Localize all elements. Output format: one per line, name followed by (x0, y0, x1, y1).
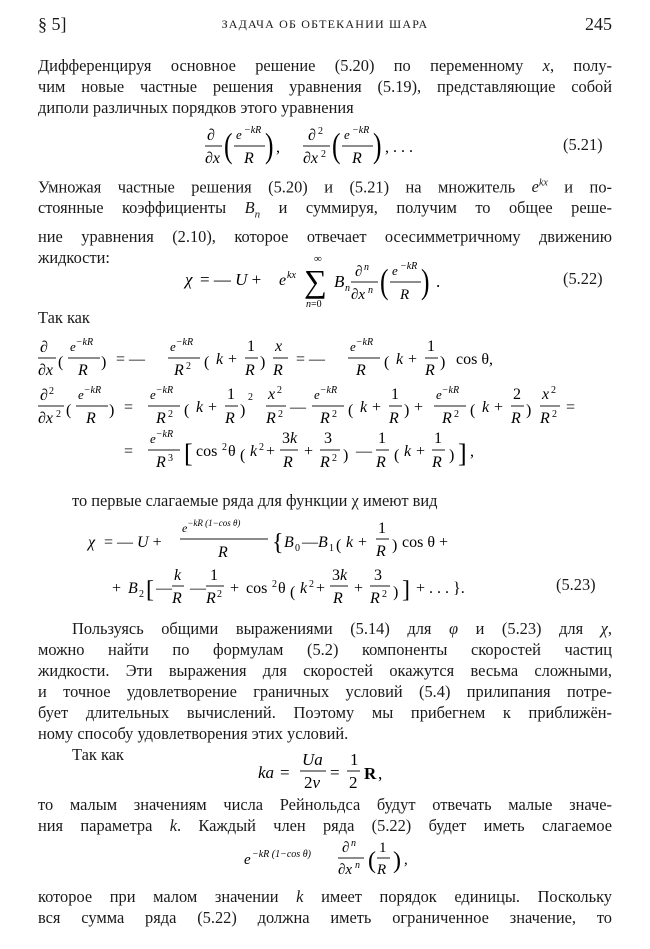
svg-text:R: R (273, 362, 283, 379)
svg-text:k: k (196, 399, 204, 416)
paragraph-since (38, 307, 612, 328)
svg-text:e−kR: $e^{-kR}$ (170, 337, 194, 354)
section-marker: § 5] (38, 14, 67, 34)
equation-5-21 (0, 122, 650, 172)
svg-text:R: R (283, 454, 293, 471)
svg-text:R: R (86, 410, 96, 427)
equation-number: (5.21) (563, 135, 603, 154)
svg-text:): ) (260, 354, 266, 371)
text-line: стоянные коэффициенты $B_n$ и суммируя, получим то общее реше- (38, 198, 612, 221)
svg-text:): ) (421, 262, 430, 302)
svg-text:(: ( (470, 402, 476, 419)
svg-text:R: R (389, 410, 399, 427)
svg-text:1: 1 (329, 543, 334, 554)
equation-5-22 (0, 252, 650, 310)
svg-text:n: n (355, 860, 360, 871)
svg-text:R: R (225, 410, 235, 427)
svg-text:1: 1 (378, 430, 386, 447)
svg-text:—: — (290, 399, 306, 416)
text-line: ному способу удовлетворения этих условий. (38, 724, 349, 743)
svg-text:χ: χ (88, 534, 96, 551)
svg-text:+: + (112, 580, 122, 597)
svg-text:R: R (266, 410, 276, 427)
svg-text:2: 2 (277, 385, 282, 396)
svg-text:∂: ∂ (355, 264, 363, 280)
svg-text:= — U +: = — U + (200, 270, 262, 289)
equation-term (0, 836, 650, 884)
svg-text:1: 1 (378, 520, 386, 537)
svg-text:]: ] (402, 577, 410, 603)
svg-text:): ) (440, 354, 446, 371)
svg-text:∂: ∂ (342, 840, 350, 856)
equation-derivatives (0, 332, 650, 482)
svg-text:—: — (302, 534, 318, 551)
svg-text:x: x (275, 338, 283, 355)
svg-text:): ) (373, 126, 382, 166)
paragraph-first-terms (38, 490, 612, 511)
svg-text:χ: χ (185, 270, 193, 289)
svg-text:—: — (190, 580, 206, 597)
svg-text:(: ( (368, 848, 376, 874)
svg-text:∂: ∂ (40, 387, 48, 404)
text-line: вся сумма ряда (5.22) должна иметь ограниченное значение, то (38, 908, 612, 927)
svg-text:R: R (245, 362, 255, 379)
svg-text:(: ( (332, 126, 341, 166)
svg-text:(: ( (394, 447, 400, 464)
svg-text:2: 2 (272, 579, 277, 590)
svg-text:R: R (511, 410, 521, 427)
equation-5-23 (0, 515, 650, 615)
text-line: можно найти по формулам (5.2) компоненты скоростей частиц (38, 640, 612, 659)
svg-text:=: = (280, 763, 290, 782)
svg-text:2: 2 (513, 386, 521, 403)
text-line: Дифференцируя основное решение (5.20) по переменному x, полу- (38, 56, 613, 75)
svg-text:n=0: n=0 (306, 299, 322, 310)
svg-text:R: R (156, 410, 166, 427)
svg-text:—: — (156, 580, 172, 597)
page-number: 245 (585, 14, 612, 34)
svg-text:): ) (265, 126, 274, 166)
svg-text:): ) (449, 447, 455, 464)
svg-text:+: + (414, 399, 424, 416)
svg-text:1: 1 (434, 430, 442, 447)
svg-text:∞: ∞ (314, 253, 322, 265)
svg-text:): ) (240, 402, 246, 419)
svg-text:∂: ∂ (308, 127, 316, 144)
svg-text:∂x: ∂x (38, 362, 54, 379)
svg-text:(: ( (224, 126, 233, 166)
svg-text:(: ( (204, 354, 210, 371)
svg-text:2: 2 (49, 386, 54, 397)
svg-text:(: ( (348, 402, 354, 419)
svg-text:e−kR (1−cos θ): $e^{-kR (1-cos \theta)}$ (182, 518, 241, 535)
svg-text:]: ] (458, 439, 467, 468)
svg-text:R: R (540, 410, 550, 427)
svg-text:θ: θ (278, 580, 286, 597)
svg-text:R: R (364, 764, 377, 783)
svg-text:(: ( (336, 537, 342, 554)
svg-text:{: { (272, 530, 284, 556)
svg-text:n: n (351, 838, 356, 849)
text-line: жидкости: (38, 247, 110, 267)
svg-text:cos θ,: cos θ, (456, 351, 493, 368)
svg-text:R: R (156, 454, 166, 471)
svg-text:B: B (284, 534, 294, 551)
svg-text:−kR (1−cos θ): −kR (1−cos θ) (252, 849, 311, 860)
svg-text:1: 1 (379, 840, 387, 856)
svg-text:0: 0 (295, 543, 300, 554)
svg-text:2: 2 (382, 589, 387, 600)
svg-text:R: R (376, 454, 386, 471)
svg-text:): ) (393, 584, 399, 601)
svg-text:e−kR: $e^{-kR}$ (70, 337, 94, 354)
svg-text:kx: kx (287, 270, 296, 281)
svg-text:+: + (416, 443, 426, 460)
svg-text:): ) (101, 354, 107, 371)
svg-text:R: R (320, 454, 330, 471)
svg-text:2: 2 (332, 453, 337, 464)
text-line: Пользуясь общими выражениями (5.14) для φ и (5.23) для χ, (72, 619, 612, 638)
svg-text:B: B (318, 534, 328, 551)
svg-text:(: ( (184, 402, 190, 419)
svg-text:(: ( (290, 584, 296, 601)
text-line: Умножая частные решения (5.20) и (5.21) на множитель $e^{kx}$ и по- (38, 177, 612, 197)
svg-text:e−kR: $e^{-kR}$ (436, 385, 460, 402)
svg-text:3k: 3k (332, 567, 348, 584)
svg-text:R: R (320, 410, 330, 427)
svg-text:=: = (330, 763, 340, 782)
svg-text:(: ( (240, 447, 246, 464)
text-line: диполи различных порядков этого уравнения (38, 98, 354, 117)
svg-text:+: + (408, 351, 418, 368)
text-line: Так как (72, 745, 124, 764)
svg-text:e: e (344, 127, 350, 142)
svg-text:): ) (404, 402, 410, 419)
svg-text:R: R (356, 362, 366, 379)
svg-text:−kR: −kR (352, 125, 370, 136)
svg-text:2: 2 (222, 442, 227, 453)
svg-text:+: + (358, 534, 368, 551)
svg-text:2: 2 (278, 409, 283, 420)
svg-text:B: B (128, 580, 138, 597)
svg-text:e: e (244, 852, 251, 868)
text-line: то первые слагаемые ряда для функции χ имеют вид (72, 491, 438, 510)
svg-text:2: 2 (217, 589, 222, 600)
svg-text:+: + (354, 580, 364, 597)
svg-text:R: R (172, 590, 182, 607)
svg-text:k: k (396, 351, 404, 368)
text-line: то малым значениям числа Рейнольдса будут отвечать малые значе- (38, 795, 612, 814)
svg-text:3: 3 (374, 567, 382, 584)
svg-text:[: [ (184, 439, 193, 468)
svg-text:∂x: ∂x (303, 150, 319, 167)
svg-text:−kR: −kR (244, 125, 262, 136)
text-line: ние уравнения (2.10), которое отвечает осесимметричному движению (38, 226, 612, 246)
running-header (38, 12, 612, 38)
svg-text:k: k (482, 399, 490, 416)
svg-text:= —: = — (296, 351, 326, 368)
svg-text:k: k (216, 351, 224, 368)
svg-text:R: R (78, 362, 88, 379)
svg-text:1: 1 (247, 338, 255, 355)
svg-text:∂x: ∂x (38, 410, 54, 427)
svg-text:R: R (442, 410, 452, 427)
svg-text:= — U +: = — U + (104, 534, 162, 551)
svg-text:+ . . . }.: + . . . }. (416, 580, 465, 597)
text-line: и точное удовлетворение граничных условий (5.4) прилипания потре- (38, 682, 612, 701)
svg-text:k: k (174, 567, 182, 584)
svg-text:B: B (334, 272, 345, 291)
svg-text:k: k (360, 399, 368, 416)
svg-text:R: R (425, 362, 435, 379)
svg-text:2: 2 (248, 392, 253, 403)
svg-text:R: R (218, 544, 228, 561)
svg-text:R: R (377, 862, 387, 878)
svg-text:n: n (368, 285, 373, 296)
svg-text:+: + (228, 351, 238, 368)
svg-text:2: 2 (321, 149, 326, 160)
svg-text:1: 1 (227, 386, 235, 403)
svg-text:,: , (276, 139, 280, 156)
svg-text:(: ( (66, 402, 72, 419)
svg-text:k: k (300, 580, 308, 597)
equation-number: (5.22) (563, 269, 603, 288)
svg-text:= —: = — (116, 351, 146, 368)
svg-text:=: = (124, 399, 134, 416)
svg-text:e−kR: $e^{-kR}$ (78, 385, 102, 402)
svg-text:=: = (124, 443, 134, 460)
svg-text:R: R (333, 590, 343, 607)
svg-text:∂: ∂ (207, 127, 215, 144)
svg-text:2: 2 (259, 442, 264, 453)
svg-text:e−kR: $e^{-kR}$ (150, 385, 174, 402)
svg-text:,: , (378, 764, 383, 783)
svg-text:1: 1 (391, 386, 399, 403)
svg-text:1: 1 (210, 567, 218, 584)
svg-text:1: 1 (427, 338, 435, 355)
svg-text:−kR: −kR (400, 261, 418, 272)
svg-text:2: 2 (349, 773, 358, 792)
svg-text:k: k (404, 443, 412, 460)
running-title: ЗАДАЧА ОБ ОБТЕКАНИИ ШАРА (221, 17, 429, 31)
svg-text:, . . .: , . . . (385, 139, 413, 156)
svg-text:2: 2 (139, 589, 144, 600)
svg-text:x: x (268, 386, 276, 403)
svg-text:): ) (109, 402, 115, 419)
svg-text:k: k (346, 534, 354, 551)
svg-text:1: 1 (350, 750, 359, 769)
paragraph-differentiating (38, 55, 612, 118)
svg-text:): ) (526, 402, 532, 419)
svg-text:n: n (364, 262, 369, 273)
svg-text:+: + (494, 399, 504, 416)
text-line: бует длительных вычислений. Поэтому мы прибегнем к приближён- (38, 703, 612, 722)
svg-text:—: — (356, 443, 372, 460)
svg-text:2: 2 (551, 385, 556, 396)
svg-text:e: e (236, 127, 242, 142)
svg-text:∂x: ∂x (205, 150, 221, 167)
svg-text:x: x (542, 386, 550, 403)
svg-text:R: R (244, 150, 254, 167)
svg-text:R: R (206, 590, 216, 607)
svg-text:(: ( (58, 354, 64, 371)
svg-text:R: R (400, 287, 410, 303)
svg-text:R: R (432, 454, 442, 471)
svg-text:θ: θ (228, 443, 236, 460)
svg-text:3: 3 (324, 430, 332, 447)
svg-text:R: R (376, 543, 386, 560)
svg-text:2: 2 (318, 126, 323, 137)
svg-text:=: = (566, 399, 576, 416)
svg-text:cos θ +: cos θ + (402, 534, 449, 551)
svg-text:2: 2 (309, 579, 314, 590)
svg-text:e: e (392, 263, 398, 278)
svg-text:2: 2 (552, 409, 557, 420)
svg-text:2: 2 (56, 409, 61, 420)
text-line: которое при малом значении k имеет порядок единицы. Поскольку (38, 887, 613, 906)
svg-text:∂x: ∂x (351, 287, 366, 303)
svg-text:2: 2 (168, 409, 173, 420)
paragraph-small-values (38, 794, 612, 836)
svg-text:k: k (250, 443, 258, 460)
svg-text:R: R (174, 362, 184, 379)
svg-text:cos: cos (246, 580, 268, 597)
svg-text:Ua: Ua (302, 750, 323, 769)
svg-text:2: 2 (454, 409, 459, 420)
svg-text:,: , (404, 852, 408, 868)
svg-text:): ) (393, 848, 401, 874)
svg-text:R: R (370, 590, 380, 607)
svg-text:n: n (345, 283, 350, 294)
svg-text:e−kR: $e^{-kR}$ (314, 385, 338, 402)
svg-text:(: ( (380, 262, 389, 302)
svg-text:+: + (208, 399, 218, 416)
svg-text:e: e (279, 272, 287, 289)
text-line: чим новые частные решения уравнения (5.19), представляющие собой (38, 77, 612, 96)
svg-text:[: [ (146, 577, 154, 603)
svg-text:.: . (436, 272, 441, 291)
svg-text:2: 2 (186, 361, 191, 372)
svg-text:e−kR: $e^{-kR}$ (350, 337, 374, 354)
svg-text:2: 2 (332, 409, 337, 420)
svg-text:cos: cos (196, 443, 218, 460)
svg-text:R: R (352, 150, 362, 167)
svg-text:3: 3 (168, 453, 173, 464)
svg-text:∂x: ∂x (338, 862, 353, 878)
svg-text:2ν: 2ν (304, 773, 321, 792)
text-line: жидкости. Эти выражения для скоростей окажутся весьма сложными, (38, 661, 612, 680)
svg-text:+: + (316, 580, 326, 597)
svg-text:+: + (230, 580, 240, 597)
text-line: ния параметра k. Каждый член ряда (5.22) будет иметь слагаемое (38, 816, 612, 835)
paragraph-using-expressions (38, 618, 612, 744)
svg-text:): ) (392, 537, 398, 554)
paragraph-order-unity (38, 886, 612, 928)
svg-text:∂: ∂ (40, 339, 48, 356)
svg-text:+: + (304, 443, 314, 460)
equation-number: (5.23) (556, 575, 596, 594)
equation-ka (0, 748, 650, 798)
svg-text:(: ( (384, 354, 390, 371)
svg-text:∑: ∑ (304, 263, 327, 299)
svg-text:,: , (470, 443, 474, 460)
svg-text:+: + (266, 443, 276, 460)
svg-text:e−kR: $e^{-kR}$ (150, 429, 174, 446)
svg-text:+: + (372, 399, 382, 416)
text-line: Так как (38, 308, 90, 327)
svg-text:3k: 3k (282, 430, 298, 447)
svg-text:): ) (343, 447, 349, 464)
svg-text:ka: ka (258, 763, 275, 782)
